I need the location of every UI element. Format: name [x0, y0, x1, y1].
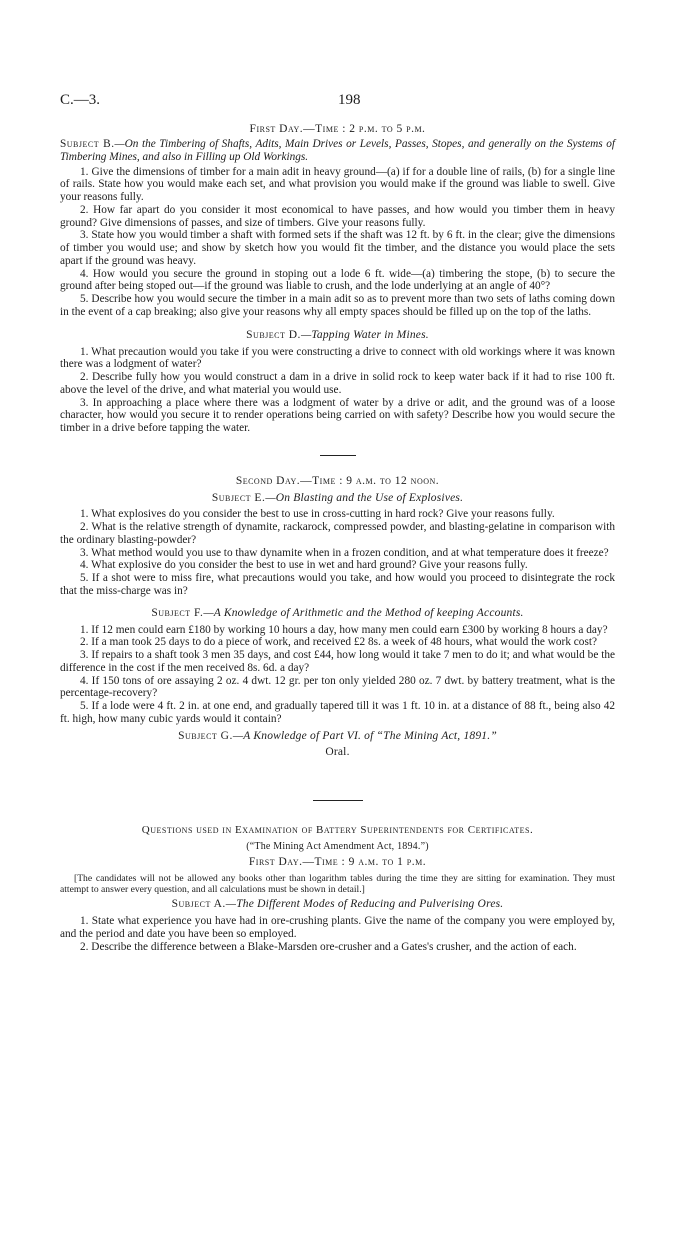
subject-a-label: Subject A. [171, 898, 226, 910]
subject-f-question-2: 2. If a man took 25 days to do a piece of work, and received £2 8s. a week of 48 hours, what would the work cost? [80, 636, 598, 649]
subject-f-question-4: 4. If 150 tons of ore assaying 2 oz. 4 dwt. 12 gr. per ton only yielded 280 oz. 7 dwt. by battery treatment, what is the percentage-recovery? [60, 674, 615, 700]
subject-g-mode: Oral. [325, 745, 350, 758]
subject-a-question-2: 2. Describe the difference between a Blake-Marsden ore-crusher and a Gates's crusher, and the action of each. [80, 940, 577, 953]
subject-a-title: —The Different Modes of Reducing and Pulverising Ores. [225, 898, 504, 910]
subject-a-heading [60, 897, 615, 912]
subject-e-question-2: 2. What is the relative strength of dynamite, rackarock, compressed powder, and blasting-gelatine in comparison with the ordinary blasting-powder? [60, 521, 615, 546]
subject-e-heading [60, 491, 615, 506]
subject-e-question-1: 1. What explosives do you consider the best to use in cross-cutting in hard rock? Give your reasons fully. [80, 508, 555, 521]
section-divider-2 [313, 800, 363, 802]
subject-d-question-3: 3. In approaching a place where there was a lodgment of water by a drive or adit, and the ground was of a loose character, how would you secure it to render operations being carried on with safety? Describe how you would secure the timber in a drive before tapping the water. [60, 396, 615, 434]
subject-e-question-4: 4. What explosive do you consider the best to use in wet and hard ground? Give your reasons fully. [80, 559, 528, 572]
subject-e-label: Subject E. [211, 492, 266, 505]
subject-b-title: —On the Timbering of Shafts, Adits, Main Drives or Levels, Passes, Stopes, and generally on the Systems of Timbering Mines, and also in Filling up Old Workings. [60, 138, 615, 163]
battery-exam-act: (“The Mining Act Amendment Act, 1894.”) [246, 841, 429, 852]
subject-d-label: Subject D. [246, 328, 301, 341]
subject-g-heading [60, 729, 615, 744]
battery-exam-title: Questions used in Examination of Battery Superintendents for Certificates. [141, 824, 534, 836]
subject-f-label: Subject F. [151, 606, 204, 619]
subject-d-title: —Tapping Water in Mines. [300, 328, 429, 341]
subject-e-question-5: 5. If a shot were to miss fire, what precautions would you take, and how would you proceed to disintegrate the rock that the miss-charge was in? [60, 572, 615, 597]
section-divider [320, 455, 356, 457]
subject-e-question-3: 3. What method would you use to thaw dynamite when in a frozen condition, and at what temperature does it freeze? [80, 546, 609, 559]
subject-f-question-3: 3. If repairs to a shaft took 3 men 35 days, and cost £44, how long would it take 7 men to do it; and what would be the difference in the cost if the men received 8s. 6d. a day? [60, 649, 615, 674]
document-code: C.—3. [60, 92, 101, 108]
subject-b-label: Subject B. [60, 138, 115, 150]
subject-d-question-1: 1. What precaution would you take if you were constructing a drive to connect with old workings where it was known there was a lodgment of water? [60, 345, 615, 371]
subject-d-question-2: 2. Describe fully how you would construct a dam in a drive in solid rock to keep water back if it had to rise 100 ft. above the level of the drive, and what material you would use. [60, 371, 615, 396]
subject-b-question-5: 5. Describe how you would secure the timber in a main adit so as to prevent more than two sets of laths coming down in the event of a cap breaking; also give your reasons why all empty spaces should be filled up on the top of the laths. [60, 293, 615, 318]
day-heading-second: Second Day.—Time : 9 a.m. to 12 noon. [235, 475, 440, 488]
subject-b-question-3: 3. State how you would timber a shaft with formed sets if the shaft was 12 ft. by 6 ft. in the clear; give the dimensions of timber you would use; and show by sketch how you would fit the timber, and the distance you would place the sets apart if the ground was heavy. [60, 229, 615, 267]
subject-f-question-1: 1. If 12 men could earn £180 by working 10 hours a day, how many men could earn £300 by working 8 hours a day? [80, 623, 608, 636]
subject-f-heading [60, 606, 615, 621]
subject-g-title: —A Knowledge of Part VI. of “The Mining Act, 1891.” [232, 729, 497, 742]
day-heading-battery: First Day.—Time : 9 a.m. to 1 p.m. [248, 856, 427, 868]
subject-b-question-2: 2. How far apart do you consider it most economical to have passes, and how would you timber them in heavy ground? Give dimensions of passes, and size of timbers. Give your reasons fully. [60, 203, 615, 229]
subject-a-question-1: 1. State what experience you have had in ore-crushing plants. Give the name of the company you were employed by, and the period and date you have been so employed. [60, 915, 615, 940]
subject-e-title: —On Blasting and the Use of Explosives. [265, 492, 464, 505]
subject-f-title: —A Knowledge of Arithmetic and the Method of keeping Accounts. [203, 606, 524, 619]
subject-g-label: Subject G. [178, 729, 233, 742]
subject-f-question-5: 5. If a lode were 4 ft. 2 in. at one end, and gradually tapered till it was 1 ft. 10 in. at a distance of 88 ft., being also 42 ft. high, how many cubic yards would it contain? [60, 700, 615, 725]
page-content [60, 84, 615, 953]
subject-b-question-4: 4. How would you secure the ground in stoping out a lode 6 ft. wide—(a) timbering the stope, (b) to secure the ground after being stoped out—if the ground was liable to crush, and the lode underlying at an angle of 40°? [60, 267, 615, 293]
subject-b-heading [60, 138, 615, 164]
subject-d-heading [60, 328, 615, 343]
subject-b-question-1: 1. Give the dimensions of timber for a main adit in heavy ground—(a) if for a double line of rails, (b) for a single line of rails. State how you would make each set, and what provision you would make if the ground was liable to swell. Give your reasons fully. [60, 165, 615, 203]
day-heading-first: First Day.—Time : 2 p.m. to 5 p.m. [249, 123, 426, 135]
page-number: 198 [338, 92, 361, 108]
candidate-note: [The candidates will not be allowed any books other than logarithm tables during the time they are sitting for examination. They must attempt to answer every question, and all calculations must be shown in detail.] [60, 873, 615, 895]
